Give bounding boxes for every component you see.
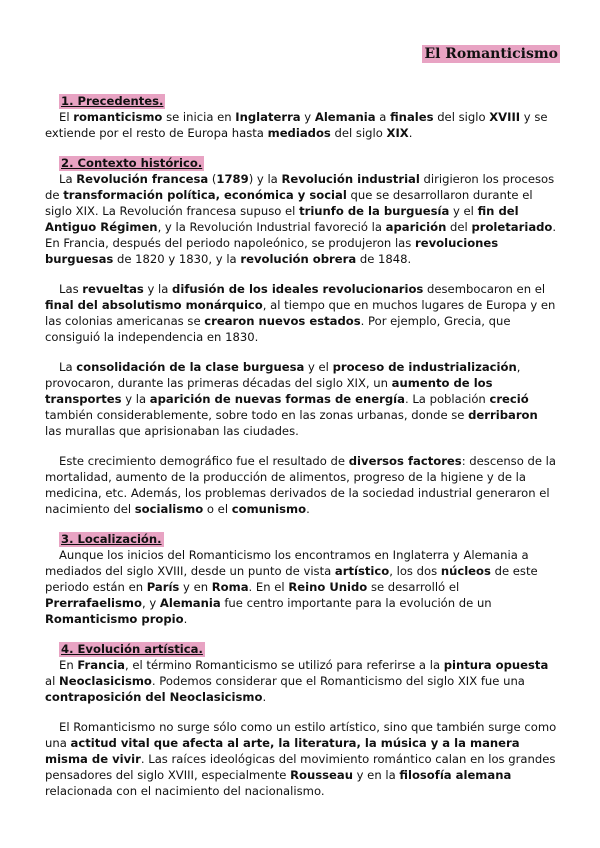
text-run: las murallas que aprisionaban las ciudades. [45, 424, 299, 438]
paragraph [45, 359, 557, 439]
bold-text: Rousseau [290, 768, 353, 782]
bold-text: proceso de industrialización [332, 360, 517, 374]
bold-text: pintura opuesta [443, 658, 549, 672]
bold-text: triunfo de la burguesía [299, 204, 450, 218]
text-run: . En Francia, después del periodo napoleónico, se produjeron las [45, 220, 557, 250]
text-run: relacionada con el nacimiento del nacionalismo. [45, 784, 325, 798]
bold-text: Romanticismo propio [45, 612, 184, 626]
bold-text: núcleos [440, 564, 491, 578]
paragraph [45, 281, 557, 345]
section-heading: 4. Evolución artística. [61, 642, 203, 656]
bold-text: fin del Antiguo Régimen [45, 204, 519, 234]
text-run: En [59, 658, 78, 672]
text-run: , al tiempo que en muchos lugares de Europa y en las colonias americanas se [45, 298, 556, 328]
text-run: y la [143, 282, 173, 296]
section-heading: 3. Localización. [61, 532, 162, 546]
text-run: Aunque los inicios del Romanticismo los encontramos en Inglaterra y Alemania a mediados del siglo XVIII, desde un punto de vista [45, 548, 529, 578]
section-4 [45, 641, 557, 799]
section-2 [45, 155, 557, 517]
text-run: , y [141, 596, 160, 610]
text-run: El Romanticismo no surge sólo como un estilo artístico, sino que también surge como una [45, 720, 557, 750]
text-run: desembocaron en el [423, 282, 546, 296]
bold-text: difusión de los ideales revolucionarios [172, 282, 424, 296]
text-run: , y la Revolución Industrial favoreció la [157, 220, 386, 234]
text-run: y la [121, 392, 150, 406]
bold-text: 1789 [216, 172, 249, 186]
bold-text: artístico [334, 564, 390, 578]
bold-text: revueltas [82, 282, 144, 296]
bold-text: revoluciones burguesas [45, 236, 499, 266]
text-run: , los dos [389, 564, 441, 578]
bold-text: Inglaterra [235, 110, 301, 124]
text-run: y en la [352, 768, 400, 782]
bold-text: XIX [386, 126, 409, 140]
bold-text: socialismo [134, 502, 204, 516]
bold-text: finales [390, 110, 434, 124]
bold-text: aparición [385, 220, 447, 234]
text-run: y el [449, 204, 478, 218]
text-run: del [446, 220, 472, 234]
bold-text: actitud vital que afecta al arte, la literatura, la música y a la manera misma de vivir [45, 736, 520, 766]
text-run: también considerablemente, sobre todo en las zonas urbanas, donde se [45, 408, 469, 422]
text-run: y [300, 110, 315, 124]
paragraph [45, 453, 557, 517]
bold-text: derribaron [468, 408, 538, 422]
text-run: de 1848. [356, 252, 412, 266]
paragraph [45, 171, 557, 267]
bold-text: Reino Unido [288, 580, 368, 594]
bold-text: Alemania [159, 596, 221, 610]
text-run: La [59, 360, 77, 374]
text-run: . En el [248, 580, 289, 594]
document-title: El Romanticismo [424, 46, 558, 62]
text-run: . Por ejemplo, Grecia, que consiguió la independencia en 1830. [45, 314, 511, 344]
bold-text: XVIII [489, 110, 521, 124]
bold-text: mediados [267, 126, 331, 140]
bold-text: contraposición del Neoclasicismo [45, 690, 263, 704]
text-run: y el [304, 360, 333, 374]
bold-text: aparición de nuevas formas de energía [149, 392, 405, 406]
bold-text: romanticismo [73, 110, 163, 124]
text-run: El [59, 110, 74, 124]
text-run: dirigieron los procesos de [45, 172, 555, 202]
text-run: . Las raíces ideológicas del movimiento romántico calan en los grandes pensadores del siglo XVIII, especialmente [45, 752, 556, 782]
text-run: del siglo [433, 110, 490, 124]
text-run: : descenso de la mortalidad, aumento de la producción de alimentos, progreso de la higiene y de la medicina, etc. Además, los problemas derivados de la sociedad industrial generaron el nacimiento del [45, 454, 557, 516]
text-run: del siglo [330, 126, 387, 140]
bold-text: diversos factores [348, 454, 462, 468]
bold-text: Francia [77, 658, 126, 672]
bold-text: París [146, 580, 180, 594]
text-run: al [45, 674, 60, 688]
text-run: a [375, 110, 391, 124]
text-run: . [183, 612, 188, 626]
bold-text: Alemania [314, 110, 376, 124]
bold-text: final del absolutismo monárquico [45, 298, 263, 312]
text-run: . [408, 126, 413, 140]
text-run: La [59, 172, 77, 186]
bold-text: consolidación de la clase burguesa [76, 360, 305, 374]
section-heading: 2. Contexto histórico. [61, 156, 203, 170]
text-run: Las [59, 282, 83, 296]
paragraph [45, 109, 557, 141]
bold-text: transformación política, económica y social [63, 188, 347, 202]
bold-text: Revolución francesa [76, 172, 209, 186]
bold-text: Neoclasicismo [59, 674, 152, 688]
text-run: . Podemos considerar que el Romanticismo del siglo XIX fue una [151, 674, 525, 688]
section-3 [45, 531, 557, 627]
bold-text: comunismo [231, 502, 307, 516]
text-run: de este periodo están en [45, 564, 538, 594]
bold-text: Prerrafaelismo [45, 596, 142, 610]
text-run: ( [208, 172, 217, 186]
text-run: y en [179, 580, 212, 594]
paragraph [45, 719, 557, 799]
bold-text: creció [489, 392, 529, 406]
section-1 [45, 93, 557, 141]
text-run: o el [203, 502, 232, 516]
text-run: se desarrolló el [367, 580, 460, 594]
text-run: , provocaron, durante las primeras décadas del siglo XIX, un [45, 360, 521, 390]
bold-text: Roma [211, 580, 249, 594]
bold-text: proletariado [471, 220, 553, 234]
text-run: de 1820 y 1830, y la [113, 252, 241, 266]
text-run: Este crecimiento demográfico fue el resultado de [59, 454, 349, 468]
text-run: se inicia en [162, 110, 236, 124]
text-run: . [262, 690, 267, 704]
text-run: fue centro importante para la evolución de un [220, 596, 492, 610]
text-run: que se desarrollaron durante el siglo XIX. La Revolución francesa supuso el [45, 188, 533, 218]
text-run: . [306, 502, 310, 516]
text-run: , el término Romanticismo se utilizó para referirse a la [125, 658, 444, 672]
section-heading: 1. Precedentes. [61, 94, 164, 108]
text-run: y se extiende por el resto de Europa hasta [45, 110, 548, 140]
bold-text: filosofía alemana [399, 768, 512, 782]
bold-text: Revolución industrial [281, 172, 420, 186]
bold-text: aumento de los transportes [45, 376, 493, 406]
text-run: . La población [404, 392, 490, 406]
paragraph [45, 547, 557, 627]
paragraph [45, 657, 557, 705]
bold-text: revolución obrera [240, 252, 357, 266]
bold-text: crearon nuevos estados [204, 314, 361, 328]
text-run: ) y la [248, 172, 282, 186]
document-body [45, 93, 557, 813]
